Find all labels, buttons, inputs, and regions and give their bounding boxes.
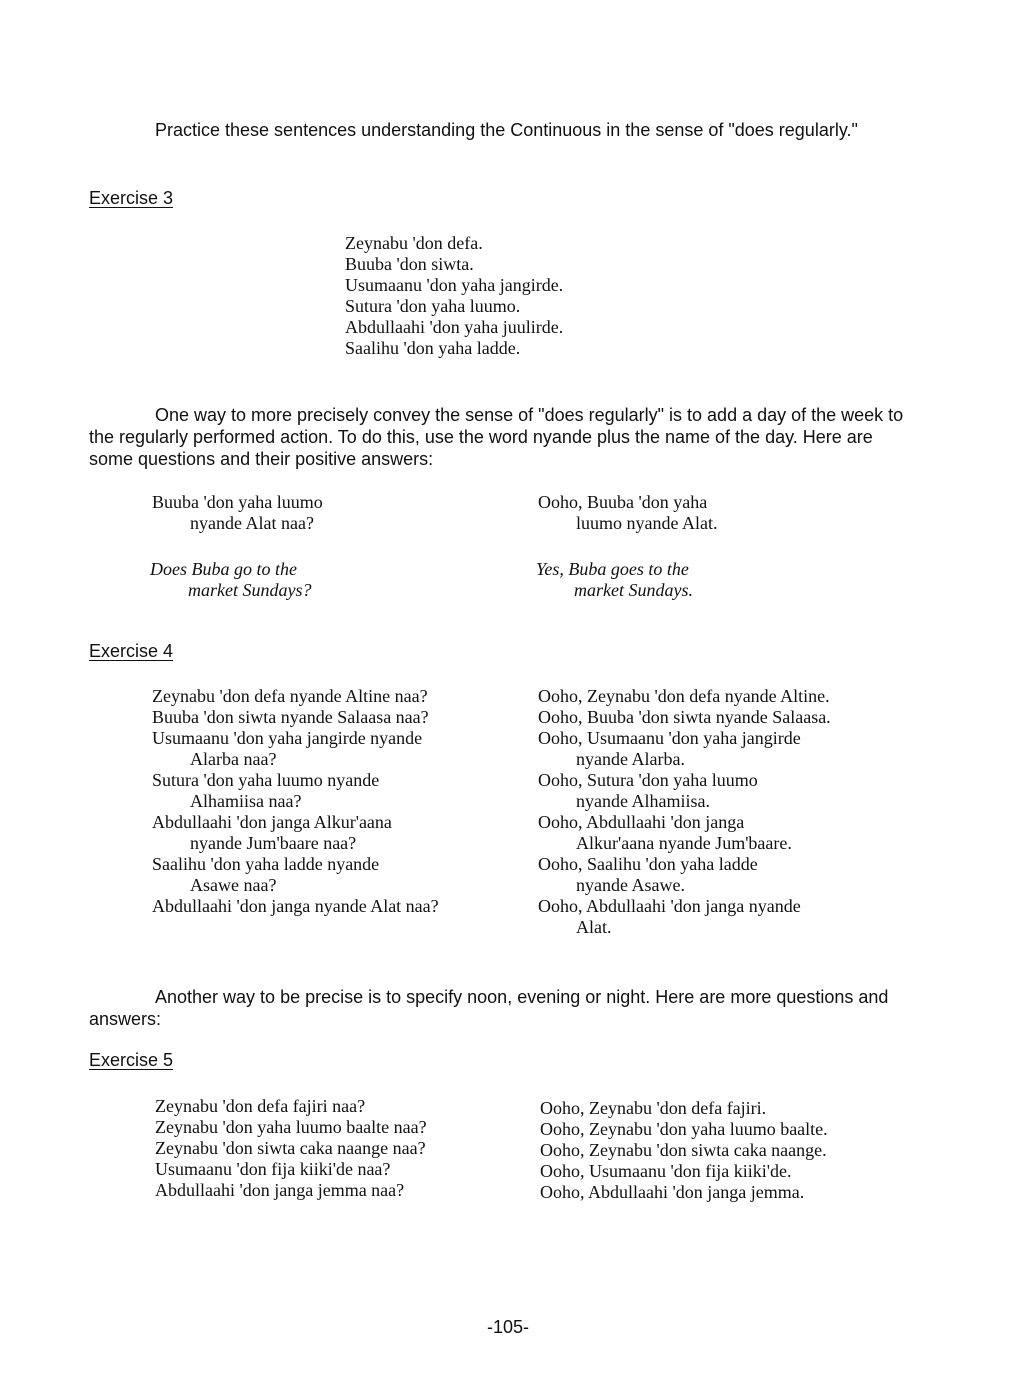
translation-line: Yes, Buba goes to the [536, 559, 689, 579]
answer-line: nyande Alarba. [576, 749, 685, 769]
intro-paragraph-3 [89, 986, 919, 1030]
answer-line: Ooho, Abdullaahi 'don janga [538, 812, 745, 832]
translation-line: market Sundays? [188, 580, 312, 600]
question-line: Alarba naa? [190, 749, 277, 769]
exercise-4-heading: Exercise 4 [89, 641, 174, 661]
answer-line: nyande Asawe. [576, 875, 685, 895]
answer-line: Ooho, Saalihu 'don yaha ladde [538, 854, 758, 874]
question-line: Abdullaahi 'don janga nyande Alat naa? [152, 896, 439, 916]
page-number: -105- [486, 1317, 530, 1337]
exercise-4-questions [152, 686, 439, 917]
question-line: Zeynabu 'don defa fajiri naa? [155, 1096, 366, 1116]
intro-paragraph-2-text: One way to more precisely convey the sense of "does regularly" is to add a day of the week to the regularly performed action. To do this, use the word nyande plus the name of the day. Here are some questions and their positive answers: [89, 405, 904, 469]
answer-line: Ooho, Usumaanu 'don fija kiiki'de. [540, 1161, 792, 1181]
example-question [152, 492, 323, 534]
answer-line: Alkur'aana nyande Jum'baare. [576, 833, 792, 853]
example-answer [538, 492, 717, 534]
exercise-5-questions [155, 1096, 427, 1201]
exercise-3-heading: Exercise 3 [89, 188, 174, 208]
answer-line: Ooho, Zeynabu 'don yaha luumo baalte. [540, 1119, 828, 1139]
translation-line: market Sundays. [574, 580, 693, 600]
sentence-line: Usumaanu 'don yaha jangirde. [345, 275, 564, 295]
answer-line: Ooho, Abdullaahi 'don janga nyande [538, 896, 801, 916]
exercise-4-answers [538, 686, 831, 938]
answer-line: nyande Alhamiisa. [576, 791, 710, 811]
question-line: Zeynabu 'don yaha luumo baalte naa? [155, 1117, 427, 1137]
question-line: Saalihu 'don yaha ladde nyande [152, 854, 380, 874]
example-answer-line: Ooho, Buuba 'don yaha [538, 492, 708, 512]
answer-line: Ooho, Usumaanu 'don yaha jangirde [538, 728, 801, 748]
example-answer-translation [536, 559, 693, 601]
question-line: Usumaanu 'don yaha jangirde nyande [152, 728, 423, 748]
sentence-line: Sutura 'don yaha luumo. [345, 296, 521, 316]
example-question-line: Buuba 'don yaha luumo [152, 492, 323, 512]
question-line: Usumaanu 'don fija kiiki'de naa? [155, 1159, 391, 1179]
answer-line: Ooho, Zeynabu 'don defa nyande Altine. [538, 686, 830, 706]
example-answer-line: luumo nyande Alat. [576, 513, 718, 533]
question-line: Sutura 'don yaha luumo nyande [152, 770, 380, 790]
answer-line: Ooho, Zeynabu 'don defa fajiri. [540, 1098, 767, 1118]
question-line: Abdullaahi 'don janga Alkur'aana [152, 812, 392, 832]
translation-line: Does Buba go to the [150, 559, 297, 579]
sentence-line: Zeynabu 'don defa. [345, 233, 483, 253]
intro-paragraph-1 [89, 119, 919, 141]
intro-paragraph-2 [89, 404, 919, 470]
answer-line: Alat. [576, 917, 612, 937]
answer-line: Ooho, Buuba 'don siwta nyande Salaasa. [538, 707, 831, 727]
question-line: nyande Jum'baare naa? [190, 833, 357, 853]
exercise-5-answers [540, 1098, 828, 1203]
exercise-3-sentences [345, 233, 563, 359]
question-line: Alhamiisa naa? [190, 791, 302, 811]
exercise-5-heading: Exercise 5 [89, 1050, 174, 1070]
answer-line: Ooho, Abdullaahi 'don janga jemma. [540, 1182, 805, 1202]
question-line: Abdullaahi 'don janga jemma naa? [155, 1180, 405, 1200]
sentence-line: Buuba 'don siwta. [345, 254, 474, 274]
intro-paragraph-1-text: Practice these sentences understanding the Continuous in the sense of "does regularly." [155, 120, 858, 140]
question-line: Zeynabu 'don siwta caka naange naa? [155, 1138, 426, 1158]
sentence-line: Abdullaahi 'don yaha juulirde. [345, 317, 564, 337]
question-line: Zeynabu 'don defa nyande Altine naa? [152, 686, 428, 706]
intro-paragraph-3-text: Another way to be precise is to specify noon, evening or night. Here are more questions and answers: [89, 987, 889, 1029]
question-line: Asawe naa? [190, 875, 277, 895]
answer-line: Ooho, Sutura 'don yaha luumo [538, 770, 758, 790]
example-question-translation [150, 559, 311, 601]
question-line: Buuba 'don siwta nyande Salaasa naa? [152, 707, 429, 727]
answer-line: Ooho, Zeynabu 'don siwta caka naange. [540, 1140, 827, 1160]
sentence-line: Saalihu 'don yaha ladde. [345, 338, 521, 358]
example-question-line: nyande Alat naa? [190, 513, 314, 533]
